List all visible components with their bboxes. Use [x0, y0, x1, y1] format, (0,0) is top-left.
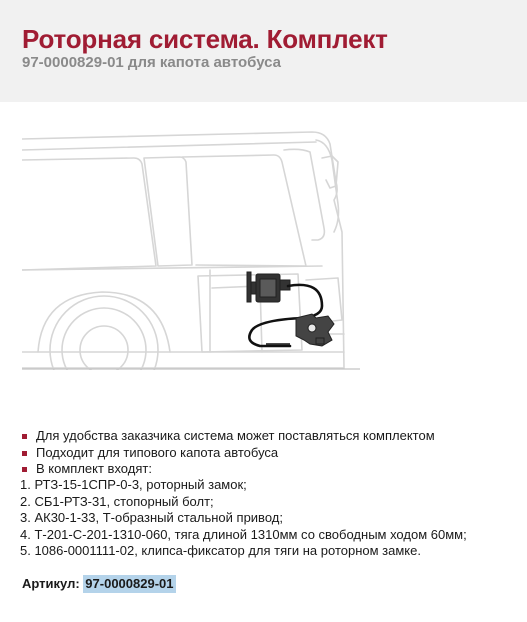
article-number[interactable]: 97-0000829-01 — [85, 576, 174, 591]
list-item: 2. СБ1-РТЗ-31, стопорный болт; — [20, 493, 214, 509]
rotor-lock-assembly — [247, 272, 290, 302]
article-label: Артикул: — [22, 576, 80, 591]
list-item: Подходит для типового капота автобуса — [20, 445, 520, 462]
list-item: В комплект входят: — [20, 461, 520, 478]
page-subtitle: 97-0000829-01 для капота автобуса — [22, 54, 282, 71]
list-item: 5. 1086-0001111-02, клипса-фиксатор для тяги на роторном замке. — [20, 543, 421, 558]
list-item: 1. РТЗ-15-1СПР-0-3, роторный замок; — [20, 477, 247, 492]
feature-list — [20, 428, 520, 478]
list-item: 4. Т-201-С-201-1310-060, тяга длиной 1310мм со свободным ходом 60мм; — [20, 526, 467, 542]
square-bullet-icon — [22, 434, 27, 439]
component-list — [20, 477, 520, 560]
list-item: Для удобства заказчика система может поставляться комплектом — [20, 428, 520, 445]
square-bullet-icon — [22, 451, 27, 456]
square-bullet-icon — [22, 467, 27, 472]
article-line — [22, 576, 176, 591]
page-title: Роторная система. Комплект — [22, 24, 388, 54]
list-item: 3. АК30-1-33, Т-образный стальной привод; — [20, 510, 283, 525]
bus-hood-illustration — [22, 120, 360, 370]
header — [0, 0, 527, 102]
